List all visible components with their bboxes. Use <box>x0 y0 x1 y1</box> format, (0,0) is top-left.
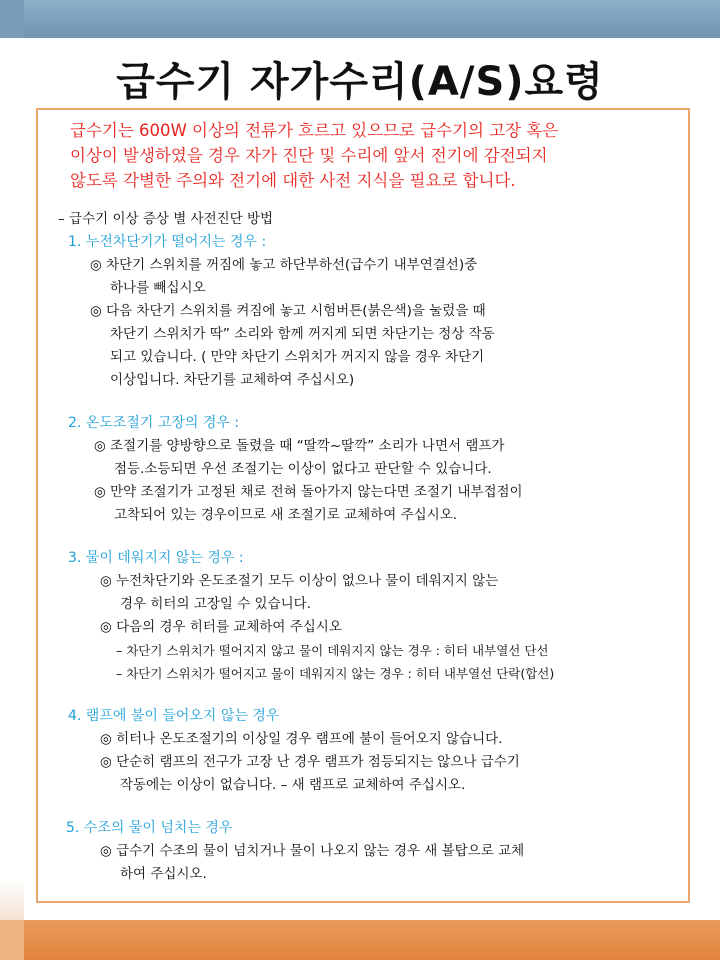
section-2-line: ◎ 조절기를 양방향으로 돌렸을 때 “딸깍~딸깍” 소리가 나면서 램프가 <box>94 438 505 454</box>
section-2-line: 고착되어 있는 경우이므로 새 조절기로 교체하여 주십시오. <box>114 507 458 523</box>
top-left-decor <box>0 0 24 38</box>
section-1-line: 차단기 스위치가 딱” 소리와 함께 꺼지게 되면 차단기는 정상 작동 <box>110 326 495 342</box>
diagnosis-content <box>58 208 678 886</box>
section-1-line: ◎ 다음 차단기 스위치를 켜짐에 놓고 시험버튼(붉은색)을 눌렀을 때 <box>90 303 486 319</box>
page-title: 급수기 자가수리(A/S)요령 <box>116 59 604 105</box>
bottom-decor-bar <box>0 920 720 960</box>
section-4-line: 작동에는 이상이 없습니다. – 새 램프로 교체하여 주십시오. <box>120 777 466 793</box>
left-bottom-fade <box>0 880 24 920</box>
section-3-line: – 차단기 스위치가 떨어지지 않고 물이 데워지지 않는 경우 : 히터 내부열선 단선 <box>116 643 549 658</box>
section-4-line: ◎ 히터나 온도조절기의 이상일 경우 램프에 불이 들어오지 않습니다. <box>100 731 503 747</box>
section-2-line: 점등.소등되면 우선 조절기는 이상이 없다고 판단할 수 있습니다. <box>114 461 492 477</box>
intro-line: 않도록 각별한 주의와 전기에 대한 사전 지식을 필요로 합니다. <box>70 171 516 190</box>
section-5-line: 하여 주십시오. <box>120 866 207 882</box>
intro-line: 이상이 발생하였을 경우 자가 진단 및 수리에 앞서 전기에 감전되지 <box>70 146 548 165</box>
section-3-heading: 3. 물이 데워지지 않는 경우 : <box>68 550 244 566</box>
section-1-line: 되고 있습니다. ( 만약 차단기 스위치가 꺼지지 않을 경우 차단기 <box>110 349 485 365</box>
intro-warning <box>70 118 670 193</box>
section-3-line: ◎ 누전차단기와 온도조절기 모두 이상이 없으나 물이 데워지지 않는 <box>100 573 499 589</box>
diagnosis-subheading: – 급수기 이상 증상 별 사전진단 방법 <box>58 211 274 227</box>
section-4-heading: 4. 램프에 불이 들어오지 않는 경우 <box>68 708 280 724</box>
section-3-line: ◎ 다음의 경우 히터를 교체하여 주십시오 <box>100 619 342 635</box>
section-4-line: ◎ 단순히 램프의 전구가 고장 난 경우 램프가 점등되지는 않으나 급수기 <box>100 754 520 770</box>
section-3-line: 경우 히터의 고장일 수 있습니다. <box>120 596 311 612</box>
section-1-line: ◎ 차단기 스위치를 꺼짐에 놓고 하단부하선(급수기 내부연결선)중 <box>90 257 478 273</box>
intro-line: 급수기는 600W 이상의 전류가 흐르고 있으므로 급수기의 고장 혹은 <box>70 121 559 140</box>
section-2-line: ◎ 만약 조절기가 고정된 채로 전혀 돌아가지 않는다면 조절기 내부접점이 <box>94 484 523 500</box>
section-1-heading: 1. 누전차단기가 떨어지는 경우 : <box>68 234 267 250</box>
top-decor-bar <box>0 0 720 38</box>
section-5-heading: 5. 수조의 물이 넘치는 경우 <box>66 820 233 836</box>
section-1-line: 이상입니다. 차단기를 교체하여 주십시오) <box>110 372 355 388</box>
section-2-heading: 2. 온도조절기 고장의 경우 : <box>68 415 240 431</box>
section-1-line: 하나를 빼십시오 <box>110 280 206 296</box>
bottom-left-decor <box>0 920 24 960</box>
section-3-line: – 차단기 스위치가 떨어지고 물이 데워지지 않는 경우 : 히터 내부열선 단락(합선) <box>116 666 555 681</box>
section-5-line: ◎ 급수기 수조의 물이 넘치거나 물이 나오지 않는 경우 새 볼탑으로 교체 <box>100 843 525 859</box>
